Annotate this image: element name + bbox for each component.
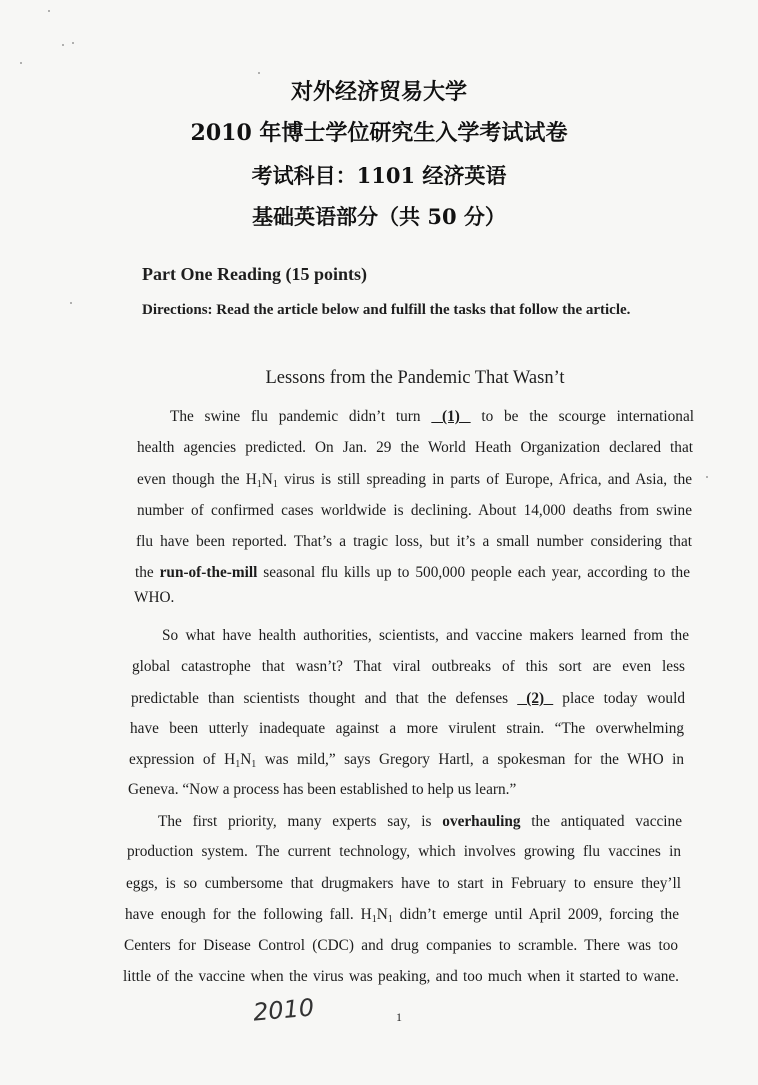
scan-speck xyxy=(258,72,260,74)
part-title: Part One Reading (15 points) xyxy=(142,264,367,284)
article-line: have been utterly inadequate against a more virulent strain. “The overwhelming xyxy=(130,720,684,737)
article-line: flu have been reported. That’s a tragic loss, but it’s a small number considering that xyxy=(136,533,692,550)
article-line: health agencies predicted. On Jan. 29 the World Heath Organization declared that xyxy=(137,439,693,456)
subscript: 1 xyxy=(256,479,262,490)
subscript: 1 xyxy=(371,914,377,925)
article-line: Centers for Disease Control (CDC) and drug companies to scramble. There was too xyxy=(124,937,678,954)
article-line: The swine flu pandemic didn’t turn (1) to be the scourge international xyxy=(170,408,694,425)
subscript: 1 xyxy=(272,479,278,490)
article-line: predictable than scientists thought and that the defenses (2) place today would xyxy=(131,690,685,707)
subscript: 1 xyxy=(387,914,393,925)
article-line: The first priority, many experts say, is overhauling the antiquated vaccine xyxy=(158,813,682,830)
article-line: WHO. xyxy=(134,589,175,606)
scan-speck xyxy=(48,10,50,12)
blank-marker: (1) xyxy=(431,408,471,425)
exam-title: 2010 年博士学位研究生入学考试试卷 xyxy=(190,120,568,146)
subscript: 1 xyxy=(235,759,241,770)
article-line: little of the vaccine when the virus was peaking, and too much when it started to wane. xyxy=(123,968,679,985)
scan-speck xyxy=(70,302,72,304)
article-line: number of confirmed cases worldwide is declining. About 14,000 deaths from swine xyxy=(137,502,692,519)
article-line: even though the $H_1N_1$ virus is still spreading in parts of Europe, Africa, and Asia, the xyxy=(137,471,693,490)
article-line: the run-of-the-mill seasonal flu kills up to 500,000 people each year, according to the xyxy=(135,564,690,581)
page-number: 1 xyxy=(396,1010,402,1024)
article-line: production system. The current technology, which involves growing flu vaccines in xyxy=(127,843,681,860)
subscript: 1 xyxy=(251,759,257,770)
scan-speck xyxy=(72,42,74,44)
bold-term: run-of-the-mill xyxy=(159,564,258,581)
bold-term: overhauling xyxy=(442,813,521,830)
section-title: 基础英语部分（共 50 分） xyxy=(252,204,506,229)
directions: Directions: Read the article below and fulfill the tasks that follow the article. xyxy=(142,302,631,318)
article-line: Geneva. “Now a process has been established to help us learn.” xyxy=(128,781,517,798)
scan-speck xyxy=(20,62,22,64)
blank-marker: (2) xyxy=(517,690,554,707)
article-line: expression of $H_1N_1$ was mild,” says Gregory Hartl, a spokesman for the WHO in xyxy=(129,751,684,770)
article-line: have enough for the following fall. $H_1N_1$ didn’t emerge until April 2009, forcing the xyxy=(125,906,679,925)
article-line: eggs, is so cumbersome that drugmakers have to start in February to ensure they’ll xyxy=(126,875,681,892)
university-name: 对外经济贸易大学 xyxy=(290,79,467,105)
article-title: Lessons from the Pandemic That Wasn’t xyxy=(265,368,565,388)
scan-speck xyxy=(62,44,64,46)
scan-speck xyxy=(706,476,708,478)
article-line: global catastrophe that wasn’t? That viral outbreaks of this sort are even less xyxy=(132,658,685,675)
exam-subject: 考试科目：1101 经济英语 xyxy=(251,163,507,188)
handwritten-note: 2010 xyxy=(251,993,316,1027)
article-line: So what have health authorities, scientists, and vaccine makers learned from the xyxy=(162,627,689,644)
